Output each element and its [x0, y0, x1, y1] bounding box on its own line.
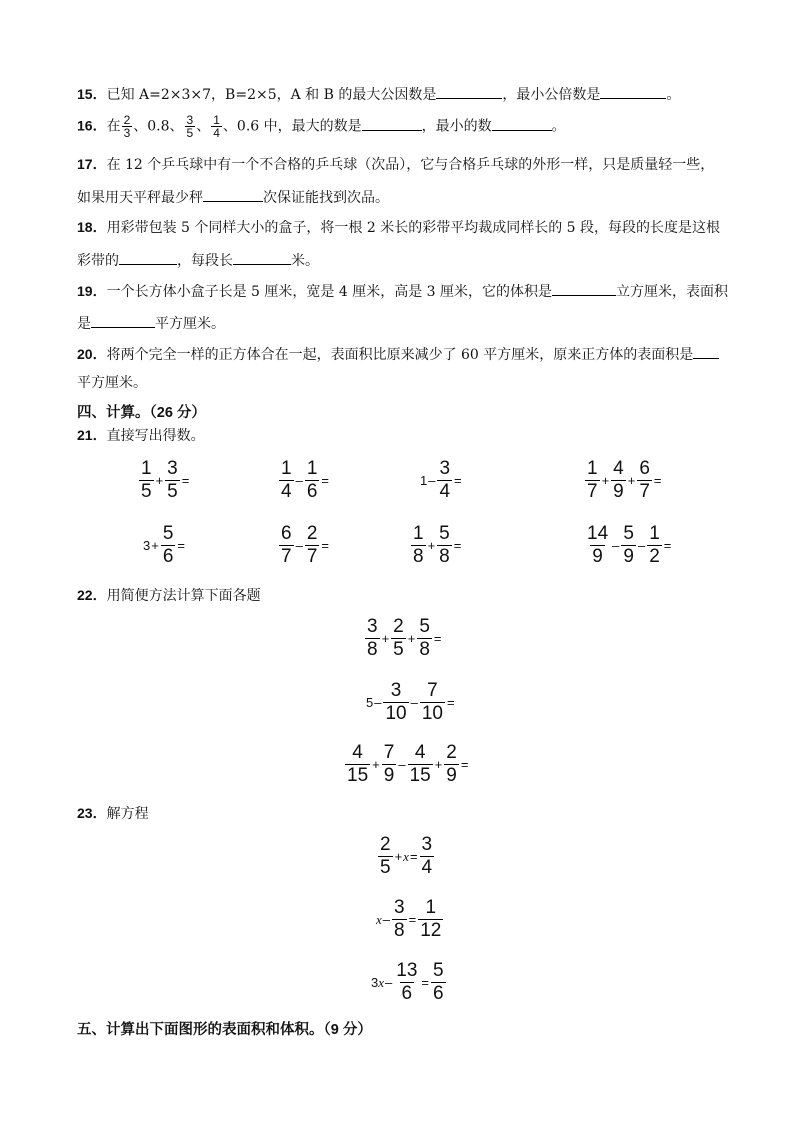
fraction-denominator: 7 — [306, 546, 318, 567]
fraction-denominator: 4 — [439, 481, 451, 502]
fraction-numerator: 6 — [281, 523, 292, 544]
fraction-numerator: 2 — [123, 113, 131, 127]
fraction — [411, 523, 426, 568]
fraction-numerator: 2 — [306, 523, 318, 544]
answer-blank[interactable] — [436, 84, 502, 99]
fraction — [382, 742, 397, 787]
question-19 — [77, 281, 728, 301]
question-text: 、0.6 中，最大的数是 — [222, 118, 362, 135]
operator: = — [421, 975, 429, 990]
question-text: 平方厘米。 — [155, 316, 225, 332]
question-text: 已知 A=2×3×7，B=2×5，A 和 B 的最大公因数是 — [106, 87, 437, 103]
fraction — [437, 523, 452, 568]
question-number: 20． — [77, 346, 107, 362]
section-5-heading: 五、计算出下面图形的表面积和体积。（9 分） — [77, 1022, 372, 1038]
fraction — [211, 114, 222, 139]
question-text: 彩带的 — [77, 253, 119, 269]
answer-blank[interactable] — [362, 116, 422, 131]
fraction-denominator: 8 — [367, 639, 378, 660]
question-text: 、 — [196, 118, 211, 135]
question-19-line2 — [77, 313, 225, 333]
fraction-numerator: 3 — [167, 458, 178, 479]
fraction-numerator: 3 — [439, 458, 451, 479]
constant: 5 — [366, 695, 374, 710]
operator: + — [155, 473, 164, 488]
question-text: 立方厘米，表面积 — [616, 284, 728, 300]
fraction — [418, 897, 443, 942]
operator: – — [385, 975, 393, 990]
fraction-numerator: 5 — [432, 960, 444, 981]
question-number: 21． — [77, 427, 107, 443]
question-23 — [77, 804, 149, 823]
fraction-numerator: 4 — [613, 458, 624, 479]
fraction-denominator: 5 — [380, 857, 391, 878]
fraction-denominator: 9 — [592, 546, 603, 567]
fraction-denominator: 5 — [167, 481, 178, 502]
fraction-numerator: 1 — [306, 458, 318, 479]
expression-21-8 — [584, 523, 672, 568]
operator: = — [321, 538, 329, 553]
operator: – — [637, 538, 646, 553]
operator: + — [434, 757, 443, 772]
question-text: 平方厘米。 — [77, 375, 147, 391]
operator: = — [433, 631, 442, 646]
fraction — [185, 114, 196, 139]
operator: – — [295, 538, 303, 553]
fraction-numerator: 7 — [383, 742, 395, 763]
fraction — [161, 523, 176, 568]
fraction — [585, 458, 600, 503]
fraction-denominator: 8 — [394, 920, 405, 941]
operator: = — [453, 538, 462, 553]
constant: 3 — [143, 538, 151, 553]
operator: – — [428, 473, 436, 488]
fraction-denominator: 8 — [419, 639, 430, 660]
fraction-numerator: 13 — [396, 960, 418, 981]
fraction-numerator: 5 — [439, 523, 450, 544]
fraction — [585, 523, 610, 568]
question-text: 直接写出得数。 — [106, 428, 205, 444]
question-text: 。 — [666, 87, 681, 103]
variable: x — [378, 974, 385, 990]
fraction — [383, 680, 408, 725]
operator: + — [381, 631, 390, 646]
fraction-numerator: 7 — [427, 680, 438, 701]
fraction — [647, 523, 662, 568]
question-text: 将两个完全一样的正方体合在一起，表面积比原来减少了 60 平方厘米，原来正方体的表面积是 — [106, 347, 694, 363]
operator: – — [398, 757, 406, 772]
fraction-numerator: 14 — [587, 523, 609, 544]
expression-21-7 — [410, 523, 462, 568]
fraction — [391, 616, 406, 661]
operator: + — [427, 538, 436, 553]
expression-21-2 — [278, 458, 330, 503]
equation-23-3 — [371, 960, 447, 1005]
answer-blank[interactable] — [492, 116, 552, 131]
fraction-numerator: 6 — [639, 458, 650, 479]
fraction-denominator: 5 — [141, 481, 152, 502]
expression-21-6 — [278, 523, 330, 568]
operator: + — [601, 473, 610, 488]
fraction-numerator: 5 — [623, 523, 634, 544]
fraction-denominator: 7 — [281, 546, 292, 567]
fraction-numerator: 2 — [393, 616, 404, 637]
operator: – — [374, 695, 382, 710]
operator: + — [151, 538, 159, 553]
fraction — [394, 960, 419, 1005]
fraction — [165, 458, 180, 503]
fraction — [408, 742, 433, 787]
question-21 — [77, 426, 205, 445]
fraction-denominator: 5 — [186, 126, 194, 140]
fraction — [279, 523, 294, 568]
variable: x — [376, 911, 382, 927]
question-text: 在 12 个乒乓球中有一个不合格的乒乓球（次品），它与合格乒乓球的外形一样，只是质量轻一些， — [106, 157, 715, 173]
fraction — [365, 616, 380, 661]
fraction-numerator: 5 — [419, 616, 430, 637]
fraction-numerator: 1 — [141, 458, 152, 479]
fraction — [444, 742, 459, 787]
question-17 — [77, 155, 714, 174]
expression-22-2 — [366, 680, 456, 725]
variable: x — [403, 848, 409, 864]
fraction-denominator: 6 — [162, 546, 174, 567]
operator: = — [446, 695, 455, 710]
operator: + — [394, 849, 403, 864]
question-17-line2 — [77, 187, 389, 207]
answer-blank[interactable] — [233, 250, 291, 265]
fraction-numerator: 2 — [380, 834, 391, 855]
question-number: 17． — [77, 156, 107, 172]
fraction-denominator: 4 — [421, 857, 433, 878]
fraction — [345, 742, 370, 787]
operator: = — [409, 849, 418, 864]
question-number: 23． — [77, 805, 107, 821]
fraction-denominator: 9 — [623, 546, 634, 567]
fraction — [611, 458, 626, 503]
fraction-numerator: 3 — [367, 616, 378, 637]
question-text: ，最小公倍数是 — [502, 87, 601, 103]
answer-blank[interactable] — [203, 187, 263, 202]
equation-23-2 — [376, 897, 444, 942]
question-number: 22． — [77, 587, 107, 603]
constant: 3 — [371, 975, 379, 990]
answer-blank[interactable] — [119, 250, 177, 265]
question-text: 是 — [77, 316, 91, 332]
operator: = — [454, 473, 462, 488]
question-16 — [77, 114, 566, 139]
question-text: 在 — [106, 118, 121, 135]
answer-blank[interactable] — [91, 313, 155, 328]
fraction-numerator: 3 — [390, 680, 402, 701]
question-20 — [77, 344, 719, 364]
fraction-denominator: 9 — [383, 765, 395, 786]
fraction — [392, 897, 407, 942]
operator: – — [382, 912, 391, 927]
fraction-denominator: 12 — [420, 920, 442, 941]
question-number: 18． — [77, 219, 107, 235]
question-text: 一个长方体小盒子长是 5 厘米，宽是 4 厘米，高是 3 厘米，它的体积是 — [106, 284, 552, 300]
fraction-numerator: 1 — [425, 897, 437, 918]
operator: – — [295, 473, 303, 488]
fraction-numerator: 3 — [421, 834, 433, 855]
fraction-numerator: 1 — [587, 458, 598, 479]
expression-21-5 — [143, 523, 186, 568]
question-text: 次保证能找到次品。 — [263, 190, 389, 206]
fraction-denominator: 8 — [413, 546, 424, 567]
fraction-denominator: 8 — [439, 546, 450, 567]
operator: = — [181, 473, 190, 488]
fraction — [420, 834, 435, 879]
fraction-denominator: 15 — [347, 765, 369, 786]
expression-21-4 — [584, 458, 663, 503]
question-text: 用简便方法计算下面各题 — [106, 588, 261, 604]
fraction-denominator: 6 — [432, 983, 444, 1004]
expression-21-3 — [420, 458, 463, 503]
fraction — [122, 114, 133, 139]
fraction-numerator: 3 — [394, 897, 405, 918]
question-text: ，最小的数 — [421, 118, 492, 135]
question-text: 。 — [551, 118, 566, 135]
question-text: ，每段长 — [177, 253, 233, 269]
fraction — [637, 458, 652, 503]
fraction-denominator: 2 — [649, 546, 660, 567]
fraction-denominator: 9 — [446, 765, 457, 786]
fraction-numerator: 1 — [213, 113, 220, 127]
operator: = — [653, 473, 662, 488]
fraction — [305, 458, 320, 503]
fraction — [305, 523, 320, 568]
fraction-denominator: 10 — [421, 703, 443, 724]
fraction-denominator: 7 — [587, 481, 598, 502]
question-18 — [77, 218, 720, 237]
fraction-denominator: 5 — [393, 639, 404, 660]
fraction-denominator: 4 — [281, 481, 292, 502]
question-text: 如果用天平秤最少秤 — [77, 190, 203, 206]
fraction-numerator: 4 — [352, 742, 363, 763]
fraction-denominator: 4 — [213, 126, 220, 140]
fraction-denominator: 10 — [385, 703, 407, 724]
expression-22-3 — [344, 742, 469, 787]
question-text: 用彩带包装 5 个同样大小的盒子，将一根 2 米长的彩带平均裁成同样长的 5 段，每段的长度是这根 — [106, 220, 720, 236]
fraction — [279, 458, 294, 503]
operator: – — [410, 695, 418, 710]
fraction — [378, 834, 393, 879]
question-18-line2 — [77, 250, 319, 270]
operator: + — [407, 631, 416, 646]
fraction-denominator: 3 — [123, 126, 131, 140]
fraction — [621, 523, 636, 568]
section-4-heading: 四、计算。（26 分） — [77, 405, 206, 421]
operator: + — [372, 757, 380, 772]
question-number: 19． — [77, 283, 107, 299]
question-22 — [77, 586, 261, 605]
expression-22-1 — [364, 616, 443, 661]
operator: = — [460, 757, 469, 772]
fraction — [139, 458, 154, 503]
fraction-numerator: 4 — [414, 742, 426, 763]
fraction-denominator: 6 — [401, 983, 413, 1004]
operator: + — [627, 473, 636, 488]
answer-blank[interactable] — [552, 281, 616, 296]
question-text: 解方程 — [106, 806, 149, 822]
question-text: 米。 — [291, 253, 319, 269]
fraction — [417, 616, 432, 661]
operator: = — [408, 912, 417, 927]
fraction-denominator: 15 — [409, 765, 431, 786]
expression-21-1 — [138, 458, 190, 503]
question-20-line2 — [77, 374, 147, 392]
fraction — [420, 680, 445, 725]
fraction — [431, 960, 446, 1005]
equation-23-1 — [377, 834, 435, 879]
constant: 1 — [420, 473, 428, 488]
question-text: 、0.8、 — [133, 118, 184, 135]
fraction-numerator: 3 — [186, 113, 194, 127]
fraction-numerator: 5 — [162, 523, 174, 544]
fraction-denominator: 7 — [639, 481, 650, 502]
question-number: 16． — [77, 117, 107, 134]
fraction-denominator: 6 — [306, 481, 318, 502]
fraction — [437, 458, 452, 503]
operator: = — [177, 538, 185, 553]
fraction-numerator: 1 — [281, 458, 292, 479]
question-15 — [77, 84, 680, 104]
operator: = — [321, 473, 329, 488]
operator: – — [612, 538, 620, 553]
fraction-numerator: 2 — [446, 742, 457, 763]
operator: = — [663, 538, 672, 553]
fraction-numerator: 1 — [413, 523, 424, 544]
fraction-numerator: 1 — [649, 523, 660, 544]
question-number: 15． — [77, 86, 107, 102]
answer-blank[interactable] — [600, 84, 666, 99]
fraction-denominator: 9 — [613, 481, 624, 502]
answer-blank[interactable] — [693, 344, 719, 359]
